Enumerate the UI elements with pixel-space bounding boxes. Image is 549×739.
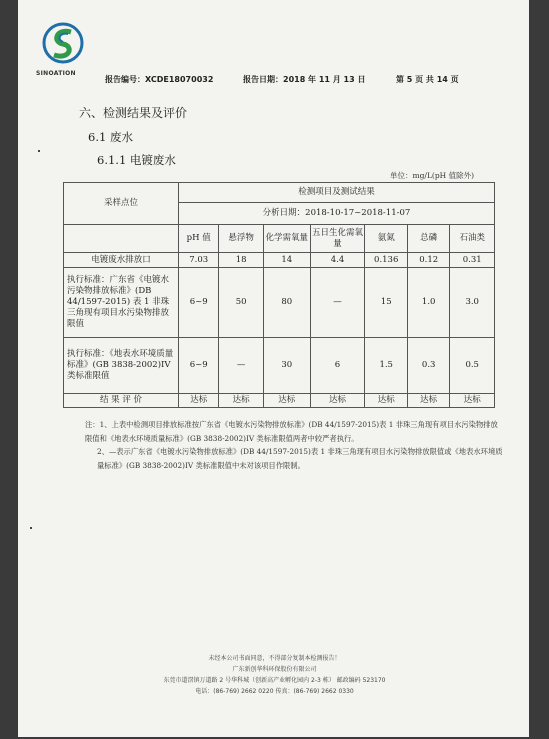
cell: —	[310, 268, 365, 338]
item-header: 石油类	[450, 225, 495, 253]
item-header-row	[64, 225, 495, 253]
cell: 0.5	[450, 338, 495, 394]
cell: 达标	[310, 394, 365, 408]
cell: 1.5	[365, 338, 407, 394]
footer-company: 广东新创华科环保股份有限公司	[232, 666, 317, 673]
row-label: 结 果 评 价	[64, 394, 179, 408]
cell: 0.136	[365, 253, 407, 268]
subsection-title: 6.1 废水	[88, 130, 133, 144]
analysis-date: 分析日期：2018-10-17~2018-11-07	[179, 203, 495, 225]
cell: 7.03	[179, 253, 219, 268]
cell: —	[219, 338, 264, 394]
item-header: 氨氮	[365, 225, 407, 253]
cell: 14	[263, 253, 310, 268]
cell: 达标	[263, 394, 310, 408]
cell: 80	[263, 268, 310, 338]
footer-address: 东莞市道滘镇万道路 2 号华科城（创新高产业孵化园内 2-3 栋） 邮政编码 523170	[163, 677, 386, 684]
cell: 0.12	[407, 253, 449, 268]
footer-contact: 电话：(86-769) 2662 0220 传真：(86-769) 2662 0330	[195, 688, 354, 695]
cell: 达标	[179, 394, 219, 408]
cell: 达标	[450, 394, 495, 408]
report-date: 报告日期：2018 年 11 月 13 日	[243, 75, 366, 84]
cell: 达标	[407, 394, 449, 408]
row-label: 执行标准：广东省《电镀水污染物排放标准》(DB 44/1597-2015) 表 1 非珠三角现有项目水污染物排放限值	[64, 268, 179, 338]
cell: 达标	[365, 394, 407, 408]
footer-notice: 未经本公司书面同意，不得部分复制本检测报告！	[208, 655, 341, 662]
report-header	[0, 74, 549, 86]
cell: 0.3	[407, 338, 449, 394]
company-logo	[42, 22, 84, 66]
cell: 30	[263, 338, 310, 394]
row-label: 电镀废水排放口	[64, 253, 179, 268]
report-number: 报告编号：XCDE18070032	[105, 75, 214, 84]
blank-cell	[64, 225, 179, 253]
results-table	[63, 182, 495, 408]
logo-text: SINOATION	[36, 70, 76, 77]
row-label: 执行标准：《地表水环境质量标准》(GB 3838-2002)IV 类标准限值	[64, 338, 179, 394]
group-header: 检测项目及测试结果	[179, 183, 495, 203]
cell: 6~9	[179, 268, 219, 338]
item-header: pH 值	[179, 225, 219, 253]
cell: 50	[219, 268, 264, 338]
report-footer	[0, 653, 549, 697]
unit-note: 单位：mg/L(pH 值除外)	[390, 171, 474, 180]
cell: 15	[365, 268, 407, 338]
note-1: 注：1、上表中检测项目排放标准按广东省《电镀水污染物排放标准》(DB 44/1597-2015)表 1 非珠三角现有项目水污染物排放限值和《地表水环境质量标准》(GB 3838-2002)IV 类标准限值两者中较严者执行。	[85, 420, 498, 443]
table-row	[64, 268, 495, 338]
cell: 4.4	[310, 253, 365, 268]
page-number: 第 5 页 共 14 页	[396, 75, 459, 84]
notes	[85, 418, 505, 472]
speck	[38, 150, 40, 152]
table-row	[64, 394, 495, 408]
cell: 6~9	[179, 338, 219, 394]
cell: 3.0	[450, 268, 495, 338]
item-header: 总磷	[407, 225, 449, 253]
note-2: 2、—表示广东省《电镀水污染物排放标准》(DB 44/1597-2015)表 1 非珠三角现有项目水污染物排放限值或《地表水环境质量标准》(GB 3838-2002)IV 类标准限值中未对该项目作限制。	[97, 447, 503, 470]
cell: 达标	[219, 394, 264, 408]
table-row	[64, 253, 495, 268]
section-title: 六、检测结果及评价	[79, 106, 188, 120]
speck	[30, 527, 32, 529]
table-row	[64, 338, 495, 394]
cell: 6	[310, 338, 365, 394]
cell: 18	[219, 253, 264, 268]
item-header: 五日生化需氧量	[310, 225, 365, 253]
item-header: 悬浮物	[219, 225, 264, 253]
col-sampling-header: 采样点位	[64, 183, 179, 225]
subsubsection-title: 6.1.1 电镀废水	[97, 153, 176, 167]
cell: 0.31	[450, 253, 495, 268]
cell: 1.0	[407, 268, 449, 338]
table-header-row	[64, 183, 495, 203]
item-header: 化学需氧量	[263, 225, 310, 253]
